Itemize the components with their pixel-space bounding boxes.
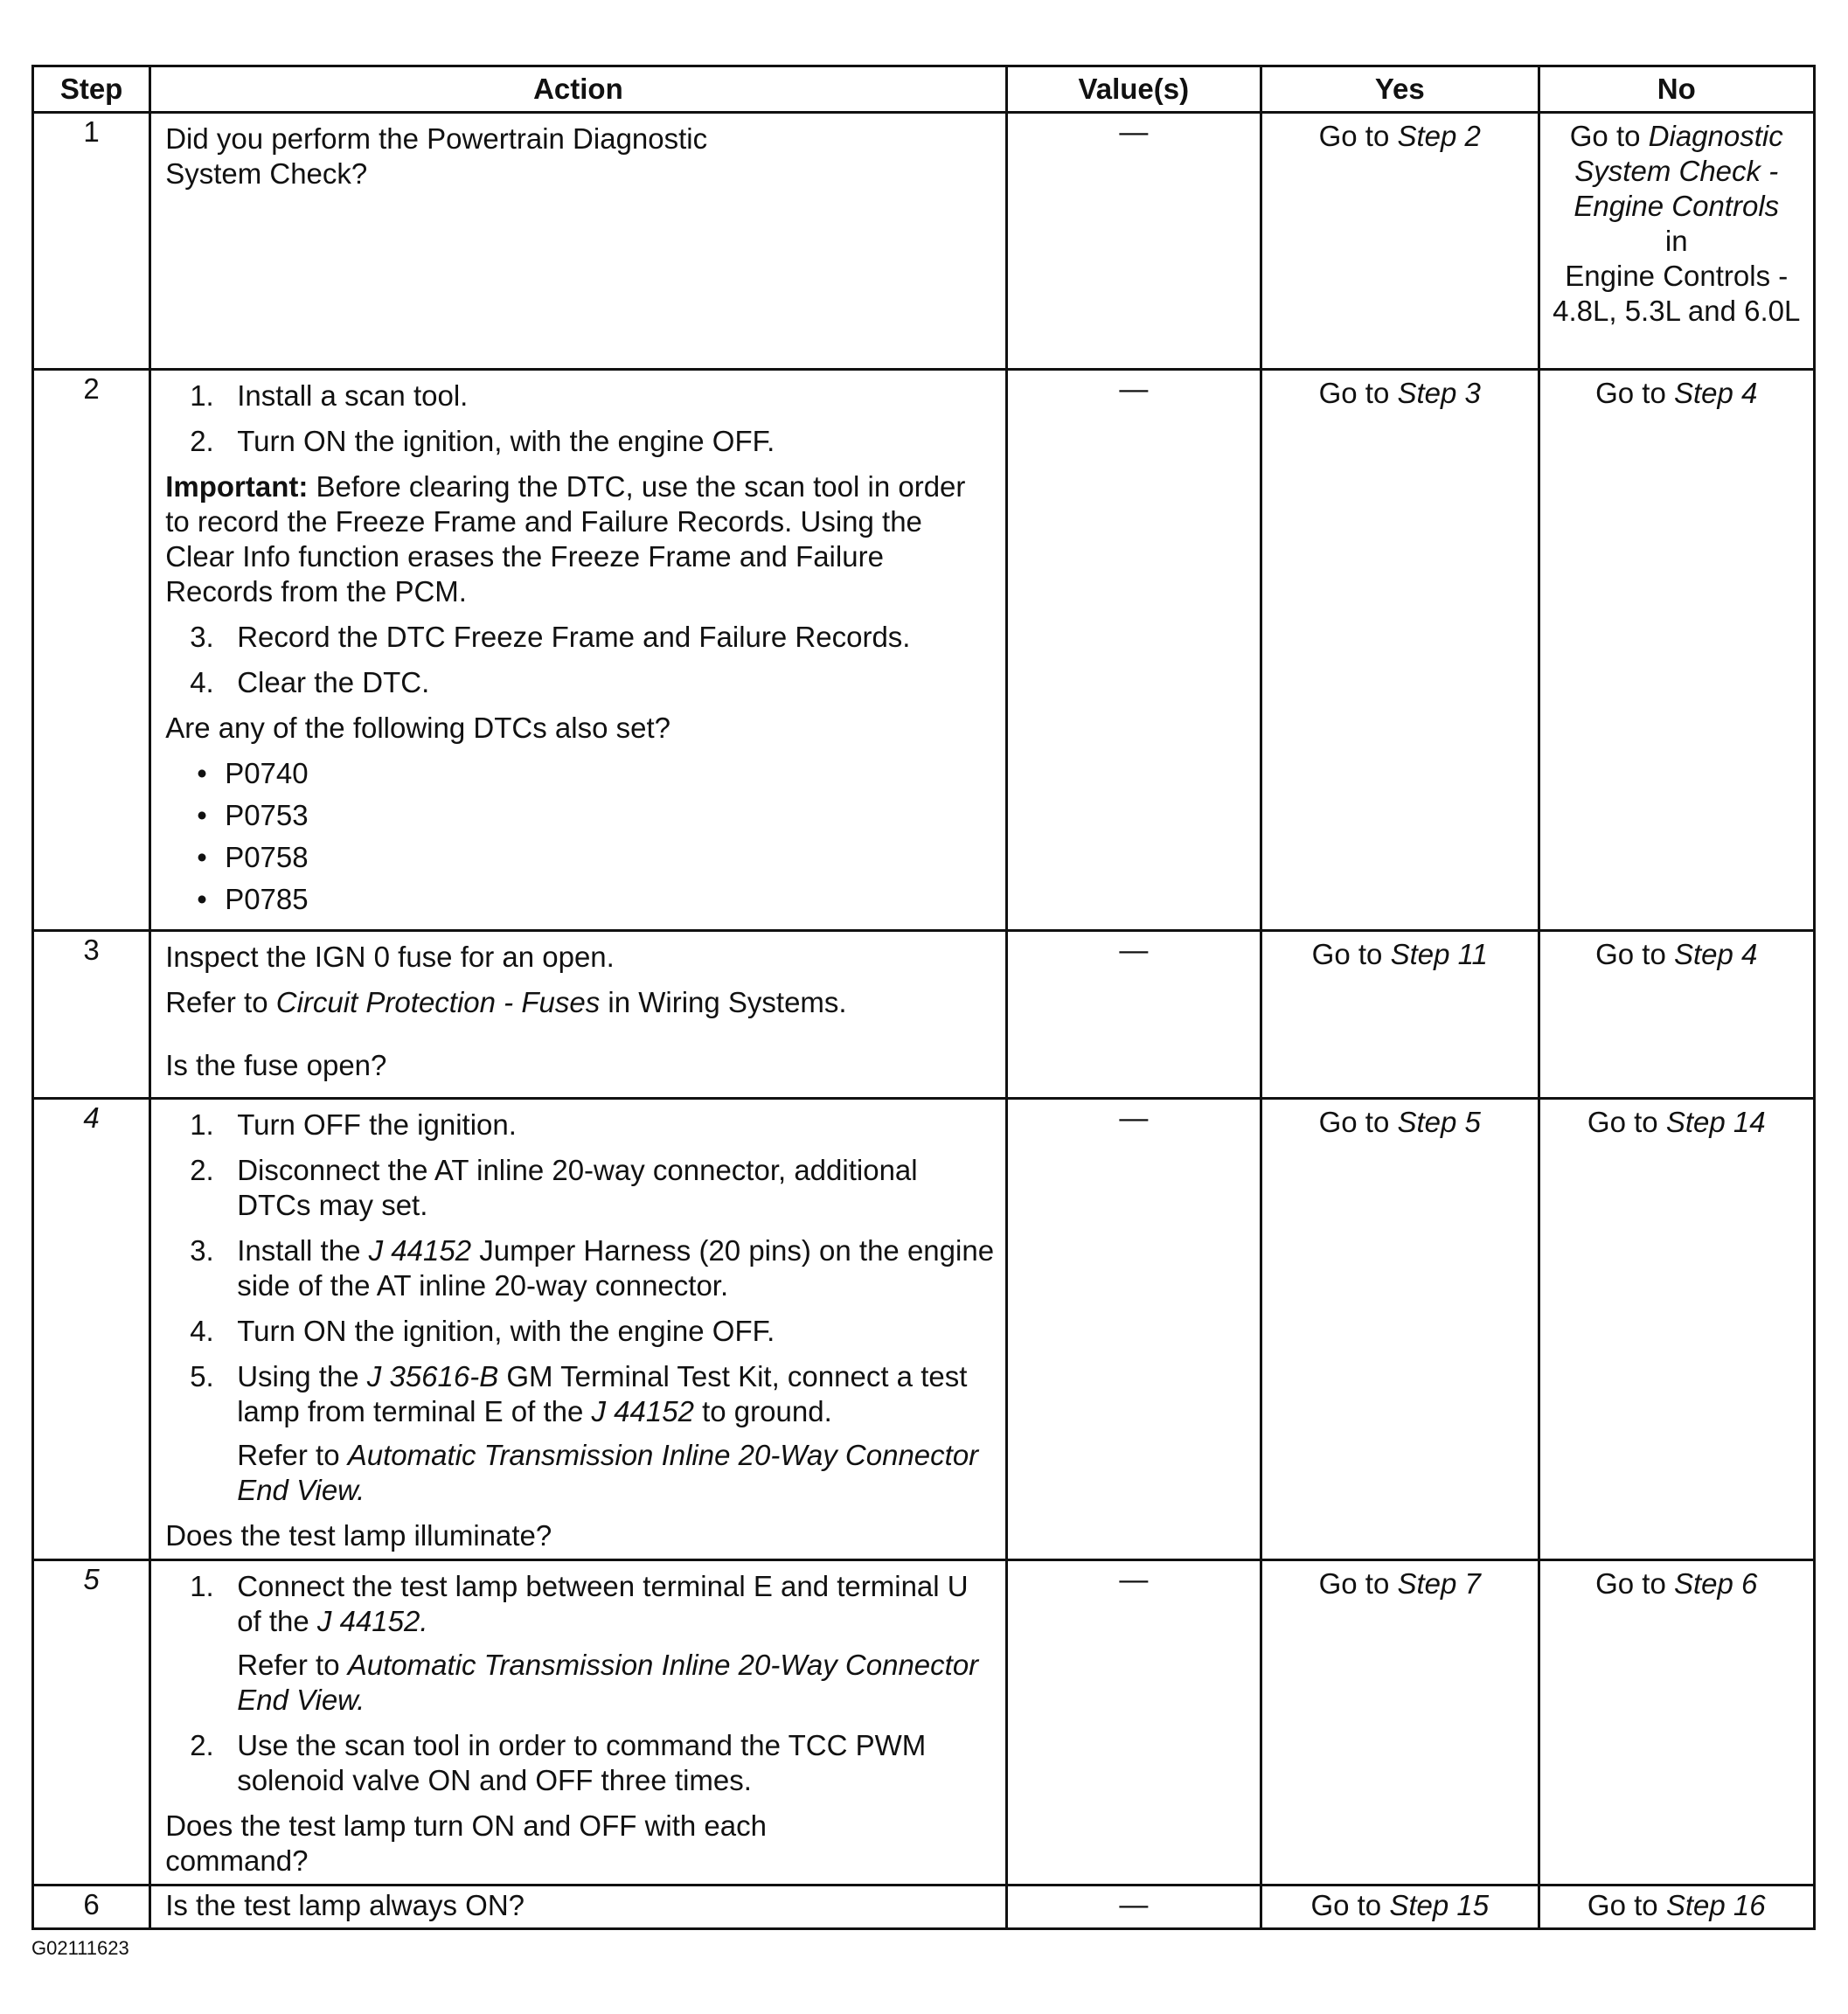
no-suffix: Engine Controls - 4.8L, 5.3L and 6.0L (1553, 260, 1801, 327)
question-text: Does the test lamp turn ON and OFF with each command? (165, 1809, 767, 1877)
no-prefix: Go to (1595, 938, 1674, 970)
value-cell: — (1006, 370, 1261, 931)
list-item: 3. Record the DTC Freeze Frame and Failure Records. (190, 621, 911, 653)
important-note (165, 469, 994, 609)
table-row (33, 113, 1815, 370)
no-in: in (1664, 225, 1688, 257)
header-action: Action (150, 66, 1006, 113)
step-list (165, 1569, 994, 1798)
question-text: Is the fuse open? (165, 1049, 387, 1081)
table-row (33, 1560, 1815, 1886)
action-text: Inspect the IGN 0 fuse for an open. (165, 941, 615, 973)
action-cell (150, 1886, 1006, 1929)
table-row (33, 1886, 1815, 1929)
no-prefix: Go to (1595, 1567, 1674, 1600)
figure-id: G02111623 (31, 1937, 129, 1959)
step-number: 5 (33, 1560, 150, 1886)
refer-text: Refer to Automatic Transmission Inline 20-Way Connector End View. (237, 1649, 979, 1716)
step-number: 1 (33, 113, 150, 370)
header-yes: Yes (1261, 66, 1539, 113)
yes-prefix: Go to (1318, 1106, 1398, 1138)
header-no: No (1539, 66, 1815, 113)
list-item: 3. Install the J 44152 Jumper Harness (20 pins) on the engine side of the AT inline 20-way connector. (190, 1234, 995, 1302)
refer-link[interactable]: Circuit Protection - Fuses (275, 986, 601, 1018)
no-ref-link[interactable]: Diagnostic System Check - Engine Controls (1574, 120, 1783, 222)
refer-link[interactable]: Automatic Transmission Inline 20-Way Connector End View. (237, 1439, 979, 1506)
tool-ref: J 44152 (591, 1395, 694, 1427)
dtc-item: • P0753 (165, 798, 994, 833)
important-text: Before clearing the DTC, use the scan tool in order to record the Freeze Frame and Failure Records. Using the Clear Info function erases the Freeze Frame and Failure Records from the PCM. (165, 470, 966, 608)
list-item: 4. Turn ON the ignition, with the engine OFF. (190, 1315, 775, 1347)
tool-ref: J 35616-B (366, 1360, 499, 1392)
header-values: Value(s) (1006, 66, 1261, 113)
list-item: 2. Turn ON the ignition, with the engine OFF. (190, 425, 775, 457)
step-number: 6 (33, 1886, 150, 1929)
yes-prefix: Go to (1318, 1567, 1398, 1600)
yes-step-link[interactable]: Step 5 (1397, 1106, 1481, 1138)
yes-cell (1261, 370, 1539, 931)
list-item: 1. Connect the test lamp between terminal E and terminal U of the J 44152. Refer to Automatic Transmission Inline 20-Way Connector End View. (165, 1569, 994, 1718)
no-step-link[interactable]: Step 4 (1673, 938, 1758, 970)
table-row (33, 1099, 1815, 1560)
value-cell: — (1006, 1560, 1261, 1886)
step-number: 4 (33, 1099, 150, 1560)
question-text: Is the test lamp always ON? (165, 1889, 525, 1921)
list-item: 1. Turn OFF the ignition. (190, 1108, 517, 1141)
step-list (165, 620, 994, 700)
yes-step-link[interactable]: Step 11 (1390, 938, 1488, 970)
dtc-item: • P0758 (165, 840, 994, 875)
yes-cell (1261, 931, 1539, 1099)
important-label: Important: (165, 470, 309, 503)
question-text: Does the test lamp illuminate? (165, 1519, 552, 1552)
yes-prefix: Go to (1318, 120, 1398, 152)
list-item: 2. Use the scan tool in order to command the TCC PWM solenoid valve ON and OFF three times. (190, 1729, 927, 1796)
question-text: Are any of the following DTCs also set? (165, 712, 670, 744)
yes-cell (1261, 1099, 1539, 1560)
step-number: 2 (33, 370, 150, 931)
action-cell (150, 370, 1006, 931)
action-cell (150, 931, 1006, 1099)
no-cell (1539, 113, 1815, 370)
action-text: Did you perform the Powertrain Diagnostic System Check? (165, 122, 708, 190)
no-cell (1539, 1886, 1815, 1929)
tool-ref: J 44152 (368, 1234, 472, 1267)
dtc-item: • P0785 (165, 882, 994, 917)
yes-cell (1261, 113, 1539, 370)
yes-prefix: Go to (1311, 938, 1391, 970)
no-step-link[interactable]: Step 14 (1665, 1106, 1766, 1138)
no-prefix: Go to (1595, 377, 1674, 409)
value-cell: — (1006, 1886, 1261, 1929)
list-item: 2. Disconnect the AT inline 20-way connector, additional DTCs may set. (190, 1154, 918, 1221)
no-cell (1539, 1560, 1815, 1886)
yes-step-link[interactable]: Step 3 (1397, 377, 1481, 409)
diagnostic-table (31, 65, 1816, 1930)
no-cell (1539, 370, 1815, 931)
list-item: 5. Using the J 35616-B GM Terminal Test Kit, connect a test lamp from terminal E of the J 44152 to ground. Refer to Automatic Transmission Inline 20-Way Connector End View. (165, 1359, 994, 1508)
yes-step-link[interactable]: Step 2 (1397, 120, 1481, 152)
yes-prefix: Go to (1318, 377, 1398, 409)
no-step-link[interactable]: Step 16 (1665, 1889, 1766, 1921)
value-cell: — (1006, 1099, 1261, 1560)
yes-cell (1261, 1560, 1539, 1886)
refer-link[interactable]: Automatic Transmission Inline 20-Way Connector End View. (237, 1649, 979, 1716)
list-item: 4. Clear the DTC. (190, 666, 430, 698)
action-cell (150, 113, 1006, 370)
table-row (33, 931, 1815, 1099)
yes-prefix: Go to (1310, 1889, 1390, 1921)
no-step-link[interactable]: Step 6 (1673, 1567, 1758, 1600)
step-list (165, 378, 994, 459)
list-item: 1. Install a scan tool. (190, 379, 469, 412)
value-cell: — (1006, 113, 1261, 370)
table-row (33, 370, 1815, 931)
dtc-item: • P0740 (165, 756, 994, 791)
no-cell (1539, 931, 1815, 1099)
action-cell (150, 1560, 1006, 1886)
no-cell (1539, 1099, 1815, 1560)
value-cell: — (1006, 931, 1261, 1099)
refer-text: Refer to Automatic Transmission Inline 20-Way Connector End View. (237, 1439, 979, 1506)
yes-step-link[interactable]: Step 7 (1397, 1567, 1481, 1600)
header-step: Step (33, 66, 150, 113)
refer-text: Refer to Circuit Protection - Fuses in Wiring Systems. (165, 986, 847, 1018)
no-prefix: Go to (1587, 1106, 1666, 1138)
step-list (165, 1108, 994, 1508)
no-prefix: Go to (1587, 1889, 1666, 1921)
tool-ref: J 44152. (316, 1605, 428, 1637)
action-cell (150, 1099, 1006, 1560)
yes-step-link[interactable]: Step 15 (1389, 1889, 1490, 1921)
yes-cell (1261, 1886, 1539, 1929)
header-row (33, 66, 1815, 113)
dtc-list (165, 756, 994, 917)
no-step-link[interactable]: Step 4 (1673, 377, 1758, 409)
no-prefix: Go to (1569, 120, 1649, 152)
step-number: 3 (33, 931, 150, 1099)
